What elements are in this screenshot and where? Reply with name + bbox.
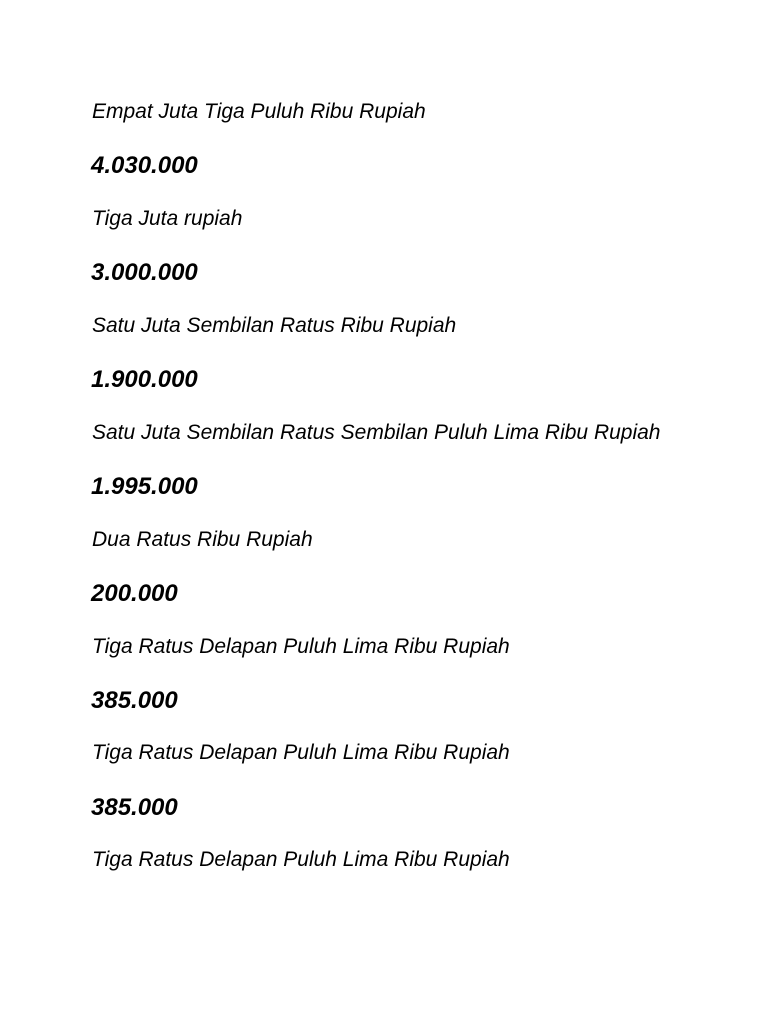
amount-in-words: Tiga Ratus Delapan Puluh Lima Ribu Rupiah <box>92 635 510 658</box>
amount-in-words: Dua Ratus Ribu Rupiah <box>92 528 313 551</box>
amount-in-figures: 385.000 <box>91 687 178 714</box>
amount-in-figures: 4.030.000 <box>91 152 198 179</box>
amount-in-figures: 3.000.000 <box>91 259 198 286</box>
amount-in-words: Empat Juta Tiga Puluh Ribu Rupiah <box>92 100 426 123</box>
amount-in-words: Satu Juta Sembilan Ratus Ribu Rupiah <box>92 314 457 337</box>
amount-in-figures: 1.900.000 <box>91 366 198 393</box>
amount-in-words: Tiga Ratus Delapan Puluh Lima Ribu Rupiah <box>92 848 510 871</box>
amount-in-figures: 1.995.000 <box>91 473 198 500</box>
amount-in-figures: 200.000 <box>91 580 178 607</box>
amount-in-figures: 385.000 <box>91 794 178 821</box>
amount-in-words: Tiga Juta rupiah <box>92 207 243 230</box>
amount-in-words: Tiga Ratus Delapan Puluh Lima Ribu Rupiah <box>92 741 510 764</box>
amount-in-words: Satu Juta Sembilan Ratus Sembilan Puluh Lima Ribu Rupiah <box>92 421 661 444</box>
